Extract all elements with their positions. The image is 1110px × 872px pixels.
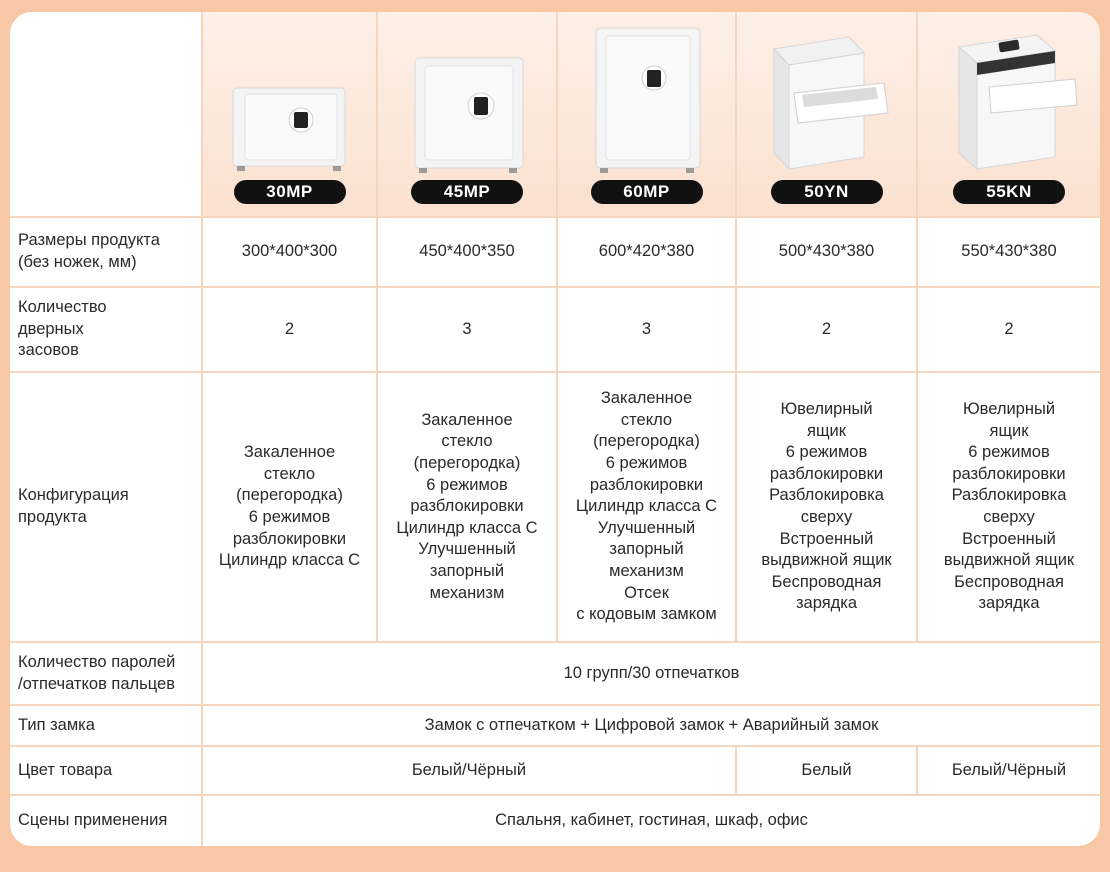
scenes-value: Спальня, кабинет, гостиная, шкаф, офис: [495, 811, 808, 830]
bolts-value-55kn: 2: [918, 288, 1100, 373]
product-header-45mp: [378, 12, 558, 218]
product-header-50yn: [737, 12, 918, 218]
color-value-55kn: Белый/Чёрный: [918, 747, 1100, 796]
nightstand-safe-with-wireless-charger-image: [937, 29, 1082, 174]
model-badge-55kn: 55KN: [953, 180, 1065, 204]
size-value-60mp: 600*420*380: [558, 218, 737, 288]
row-label-color: Цвет товара: [10, 747, 203, 796]
row-label-bolts: Количество дверных засовов: [10, 288, 203, 373]
row-label-config: Конфигурация продукта: [10, 373, 203, 643]
header-corner: [10, 12, 203, 218]
large-white-safe-image: [584, 26, 709, 174]
lock-type-value: Замок с отпечатком + Цифровой замок + Аварийный замок: [203, 706, 1100, 747]
medium-white-safe-image: [405, 54, 530, 174]
model-badge-45mp: 45MP: [411, 180, 523, 204]
nightstand-safe-with-drawer-image: [754, 29, 899, 174]
row-label-lock-type: Тип замка: [10, 706, 203, 747]
model-badge-50yn: 50YN: [771, 180, 883, 204]
product-header-60mp: [558, 12, 737, 218]
row-label-size: Размеры продукта (без ножек, мм): [10, 218, 203, 288]
bolts-value-60mp: 3: [558, 288, 737, 373]
row-label-scenes: Сцены применения: [10, 796, 203, 846]
config-value-30mp: Закаленное стекло (перегородка) 6 режимов разблокировки Цилиндр класса С: [203, 373, 378, 643]
size-value-30mp: 300*400*300: [203, 218, 378, 288]
small-white-safe-image: [227, 84, 352, 174]
config-value-55kn: Ювелирный ящик 6 режимов разблокировки Разблокировка сверху Встроенный выдвижной ящик Беспроводная зарядка: [918, 373, 1100, 643]
config-value-50yn: Ювелирный ящик 6 режимов разблокировки Разблокировка сверху Встроенный выдвижной ящик Беспроводная зарядка: [737, 373, 918, 643]
model-badge-60mp: 60MP: [591, 180, 703, 204]
config-value-45mp: Закаленное стекло (перегородка) 6 режимов разблокировки Цилиндр класса С Улучшенный запорный механизм: [378, 373, 558, 643]
bolts-value-45mp: 3: [378, 288, 558, 373]
passwords-value: 10 групп/30 отпечатков: [203, 643, 1100, 706]
bolts-value-50yn: 2: [737, 288, 918, 373]
product-header-30mp: [203, 12, 378, 218]
row-label-passwords: Количество паролей /отпечатков пальцев: [10, 643, 203, 706]
config-value-60mp: Закаленное стекло (перегородка) 6 режимов разблокировки Цилиндр класса С Улучшенный запорный механизм Отсек с кодовым замком: [558, 373, 737, 643]
model-badge-30mp: 30MP: [234, 180, 346, 204]
color-value-50yn: Белый: [737, 747, 918, 796]
comparison-table: [10, 12, 1100, 846]
color-value-safes: Белый/Чёрный: [203, 747, 737, 796]
product-header-55kn: [918, 12, 1100, 218]
size-value-45mp: 450*400*350: [378, 218, 558, 288]
size-value-50yn: 500*430*380: [737, 218, 918, 288]
size-value-55kn: 550*430*380: [918, 218, 1100, 288]
bolts-value-30mp: 2: [203, 288, 378, 373]
comparison-sheet: [10, 12, 1100, 846]
